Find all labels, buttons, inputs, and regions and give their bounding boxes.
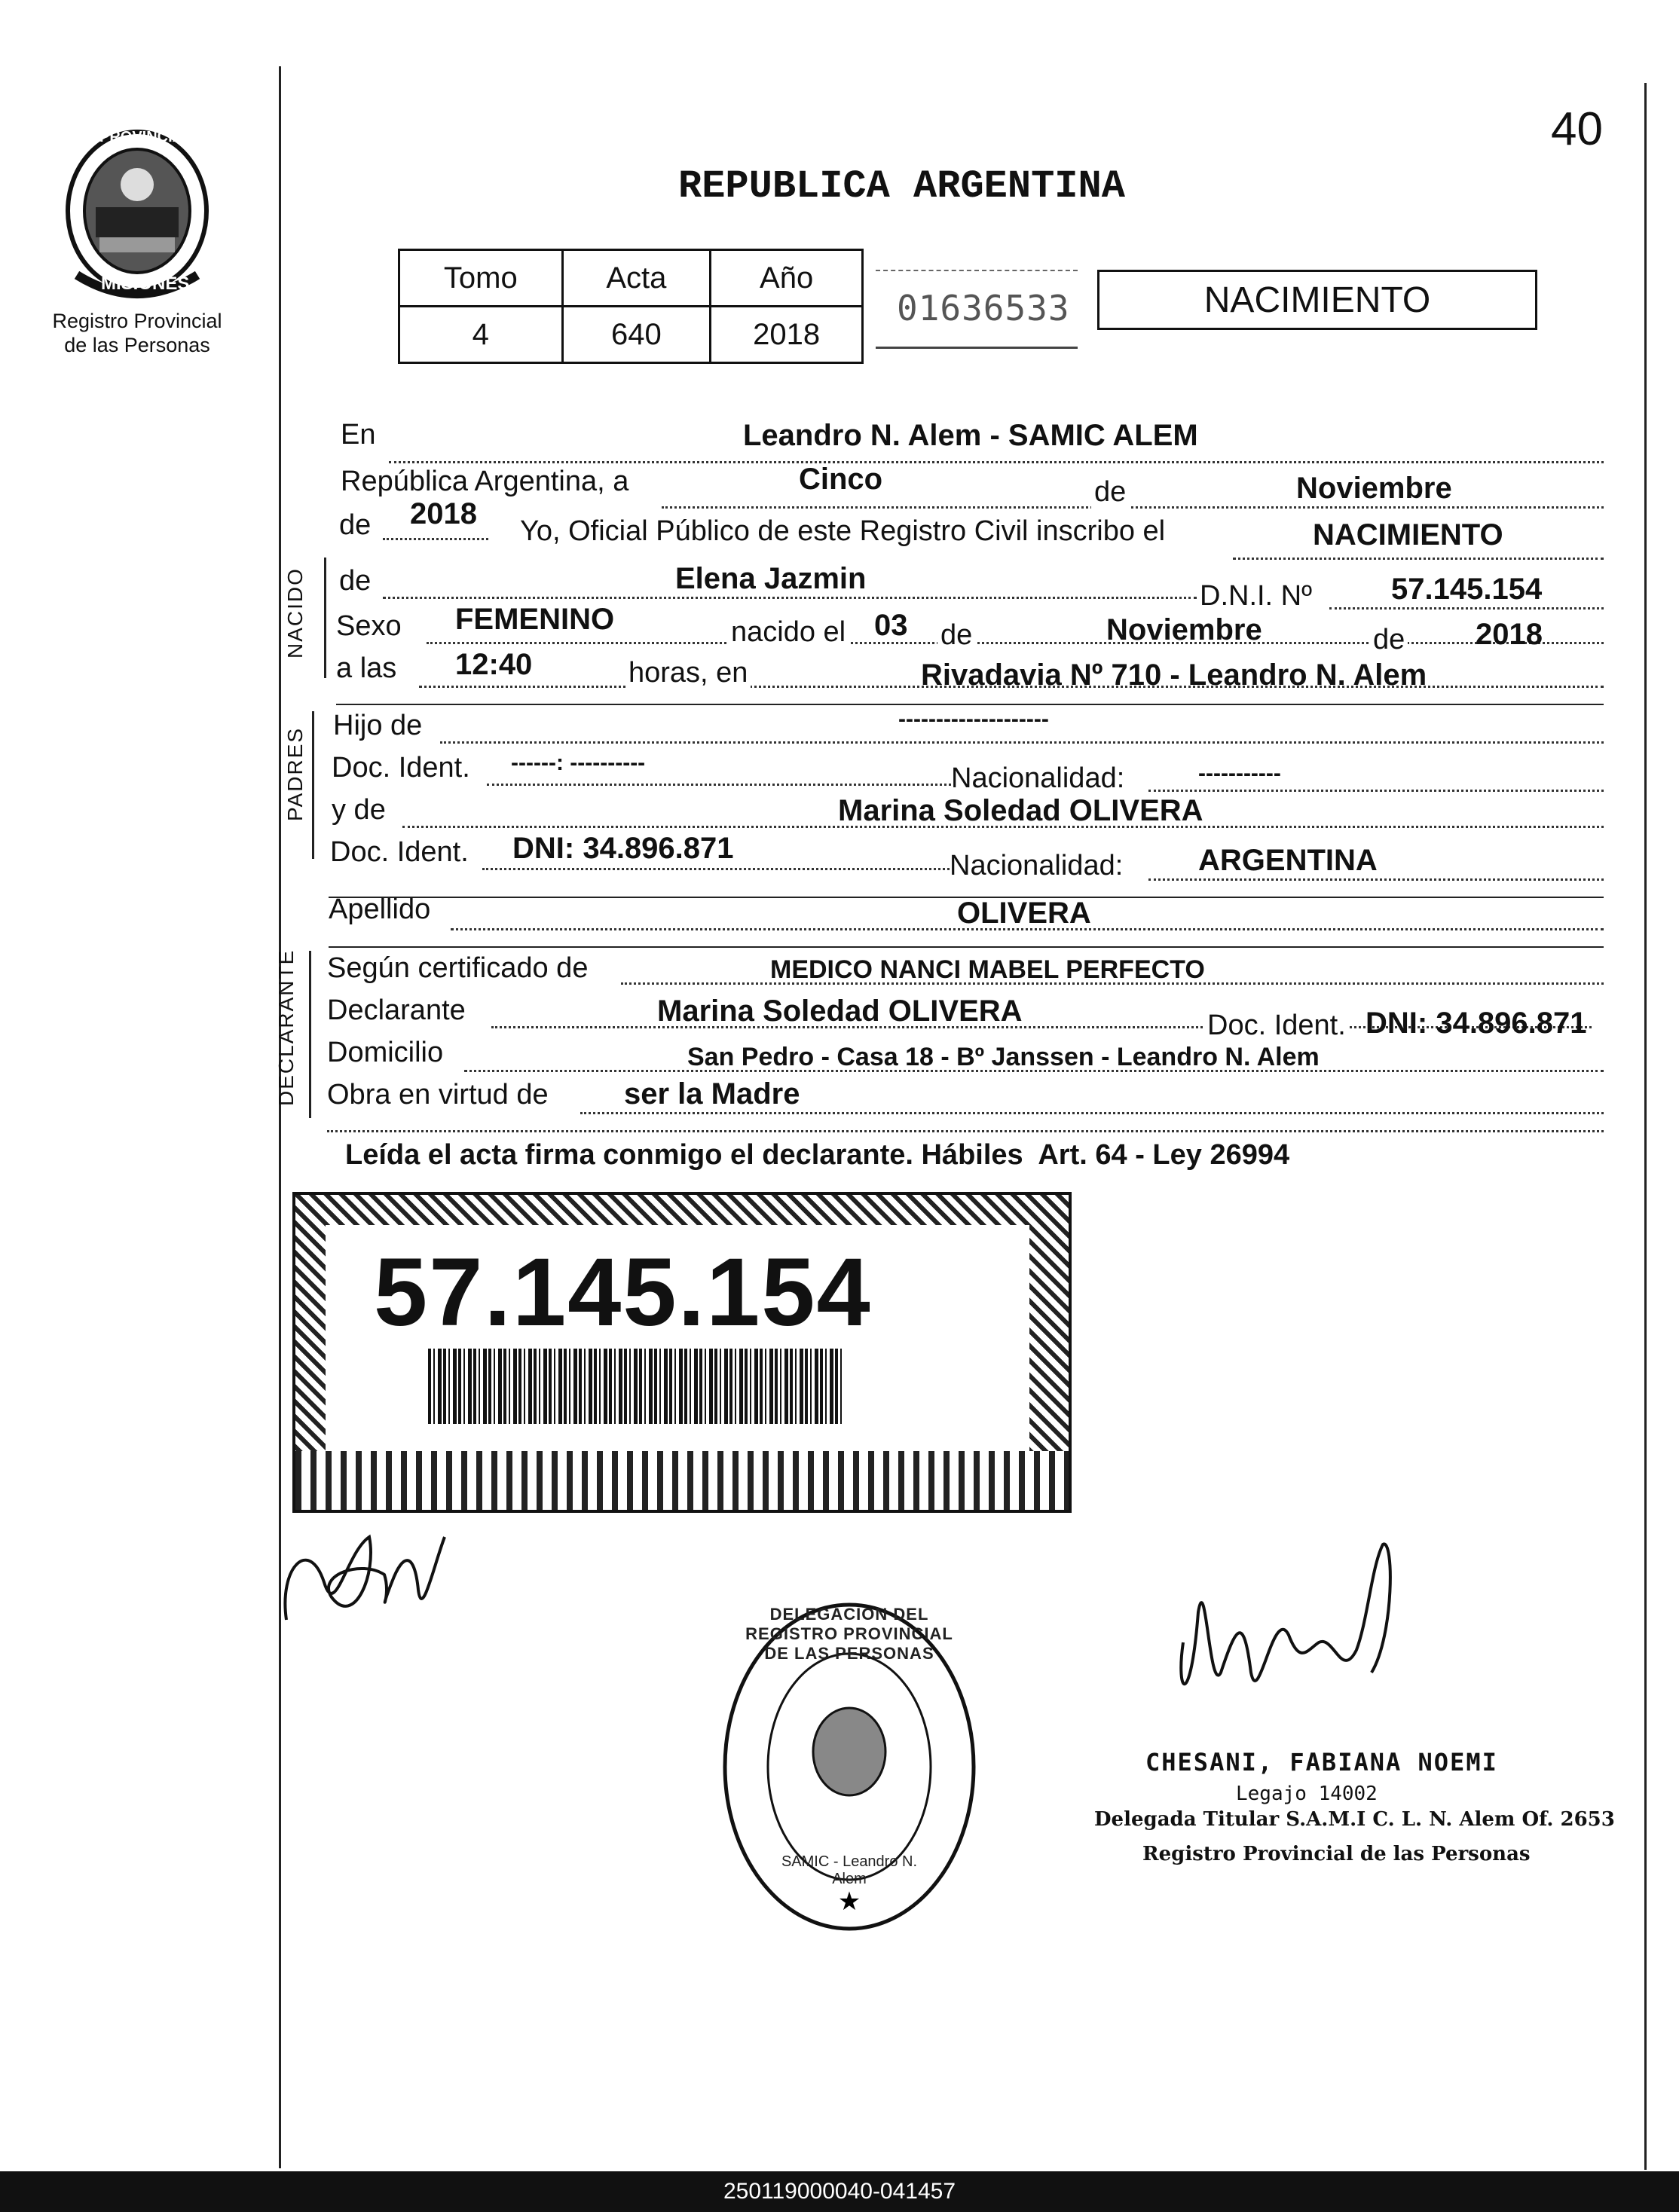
year-value: 2018 <box>410 497 477 530</box>
closing-dots <box>327 1130 1604 1132</box>
nacido-divider <box>336 704 1604 705</box>
doc2-dots <box>482 868 950 870</box>
doc-type-label: NACIMIENTO <box>1203 280 1431 320</box>
apellido-divider <box>329 946 1604 948</box>
day-value: Cinco <box>799 463 883 496</box>
sexo-dots <box>427 642 1604 644</box>
sexo-value: FEMENINO <box>455 603 615 636</box>
declarante-value: Marina Soledad OLIVERA <box>657 994 1023 1028</box>
en-dots <box>389 461 1604 463</box>
left-margin-line <box>279 66 281 2168</box>
nac1-label: Nacionalidad: <box>951 762 1125 794</box>
republica-dots <box>662 506 1604 509</box>
cert-value: MEDICO NANCI MABEL PERFECTO <box>770 955 1205 984</box>
apellido-value: OLIVERA <box>957 897 1091 930</box>
birth-month-value: Noviembre <box>1106 613 1262 646</box>
nac2-value: ARGENTINA <box>1198 844 1378 877</box>
de2-label: de <box>339 509 372 541</box>
table-value-tomo: 4 <box>399 307 563 363</box>
obra-dots <box>580 1112 1604 1114</box>
section-label-padres: PADRES <box>283 726 307 821</box>
birth-place-value: Rivadavia Nº 710 - Leandro N. Alem <box>921 658 1427 692</box>
nacido-el-label: nacido el <box>728 616 849 649</box>
republica-label: República Argentina, a <box>341 466 629 497</box>
de-label: de <box>1091 476 1129 509</box>
month-value: Noviembre <box>1296 472 1452 505</box>
nac2-label: Nacionalidad: <box>950 850 1124 881</box>
dni-sticker-bottom-band <box>295 1451 1069 1510</box>
padres-bar <box>312 711 314 859</box>
nacido-de-label: de <box>339 565 372 597</box>
registrar-signature <box>1168 1522 1424 1733</box>
hijo-de-value: -------------------- <box>898 707 1049 732</box>
birth-de-label: de <box>937 619 975 652</box>
svg-text:★: ★ <box>837 1887 861 1917</box>
signatory-role: Delegada Titular S.A.M.I C. L. N. Alem Of. 2653 <box>1094 1808 1615 1831</box>
en-label: En <box>341 419 376 451</box>
dni-sticker-number: 57.145.154 <box>374 1239 872 1346</box>
decl-doc-label: Doc. Ident. <box>1204 1010 1349 1042</box>
inscribe-dots <box>1233 558 1604 560</box>
nac2-dots <box>1148 878 1604 881</box>
page-number: 40 <box>1551 103 1603 155</box>
table-header-anio: Año <box>711 250 863 307</box>
signatory-office: Registro Provincial de las Personas <box>1142 1843 1531 1865</box>
dni-dots <box>1329 607 1604 610</box>
logo-caption: Registro Provincial de las Personas <box>52 310 222 356</box>
closing-text: Leída el acta firma conmigo el declarante. Hábiles Art. 64 - Ley 26994 <box>345 1139 1290 1171</box>
signatory-legajo: Legajo 14002 <box>1236 1783 1378 1805</box>
table-value-anio: 2018 <box>711 307 863 363</box>
barcode <box>428 1349 844 1424</box>
declarant-signature <box>264 1507 475 1642</box>
section-label-declarante: DECLARANTE <box>274 949 298 1106</box>
footer-code: 250119000040-041457 <box>0 2171 1679 2212</box>
table-header-acta: Acta <box>562 250 711 307</box>
doc1-label: Doc. Ident. <box>332 752 470 784</box>
sexo-label: Sexo <box>336 610 402 642</box>
declarante-label: Declarante <box>327 994 466 1026</box>
logo-text-top: PROVINCIA DE <box>99 129 208 145</box>
dni-sticker <box>292 1192 1072 1513</box>
hijo-de-dots <box>440 741 1604 744</box>
en-value: Leandro N. Alem - SAMIC ALEM <box>743 419 1198 452</box>
signatory-name: CHESANI, FABIANA NOEMI <box>1145 1748 1498 1777</box>
stamp-ring-text: DELEGACION DEL REGISTRO PROVINCIAL DE LAS PERSONAS <box>745 1605 953 1663</box>
oficial-text: Yo, Oficial Público de este Registro Civil inscribo el <box>520 515 1166 547</box>
serial-number-box <box>876 270 1078 349</box>
doc2-value: DNI: 34.896.871 <box>512 832 734 865</box>
nacido-bar <box>324 558 326 678</box>
child-name-value: Elena Jazmin <box>675 562 867 595</box>
doc1-dots <box>487 784 951 786</box>
hijo-de-label: Hijo de <box>333 710 423 741</box>
domicilio-label: Domicilio <box>327 1037 444 1068</box>
table-header-tomo: Tomo <box>399 250 563 307</box>
dni-label: D.N.I. Nº <box>1200 580 1312 612</box>
dni-value: 57.145.154 <box>1391 573 1543 606</box>
right-margin-line <box>1644 83 1647 2170</box>
nacido-de-dots <box>383 597 1197 599</box>
registry-table <box>398 249 864 364</box>
decl-doc-value: DNI: 34.896.871 <box>1366 1007 1587 1040</box>
domicilio-value: San Pedro - Casa 18 - Bº Janssen - Leandro N. Alem <box>687 1043 1320 1071</box>
horas-en-label: horas, en <box>625 657 751 689</box>
hora-value: 12:40 <box>455 648 533 681</box>
nac1-dots <box>1148 790 1604 792</box>
madre-value: Marina Soledad OLIVERA <box>838 794 1203 827</box>
province-logo <box>54 124 220 305</box>
doc1-value: ------: ---------- <box>511 750 646 775</box>
stamp-inner-text: SAMIC - Leandro N. Alem <box>781 1853 918 1887</box>
cert-label: Según certificado de <box>327 952 589 984</box>
section-label-nacido: NACIDO <box>283 567 307 658</box>
obra-value: ser la Madre <box>624 1077 800 1111</box>
hora-label: a las <box>336 652 397 684</box>
obra-label: Obra en virtud de <box>327 1079 549 1111</box>
declarante-bar <box>309 951 311 1118</box>
table-value-acta: 640 <box>562 307 711 363</box>
yde-label: y de <box>332 794 386 826</box>
official-stamp <box>719 1597 980 1936</box>
doc2-label: Doc. Ident. <box>330 836 469 868</box>
birth-de2-label: de <box>1370 624 1408 656</box>
doc-type-box <box>1097 270 1537 330</box>
nac1-value: ----------- <box>1198 761 1281 786</box>
birth-year-value: 2018 <box>1476 618 1543 651</box>
serial-number: 01636533 <box>897 288 1070 328</box>
apellido-label: Apellido <box>329 894 431 925</box>
inscribe-value: NACIMIENTO <box>1313 518 1503 551</box>
de2-dots <box>383 538 488 540</box>
page-title: REPUBLICA ARGENTINA <box>678 164 1125 209</box>
logo-text-bottom: MISIONES <box>101 273 190 294</box>
birth-day-value: 03 <box>874 609 908 642</box>
